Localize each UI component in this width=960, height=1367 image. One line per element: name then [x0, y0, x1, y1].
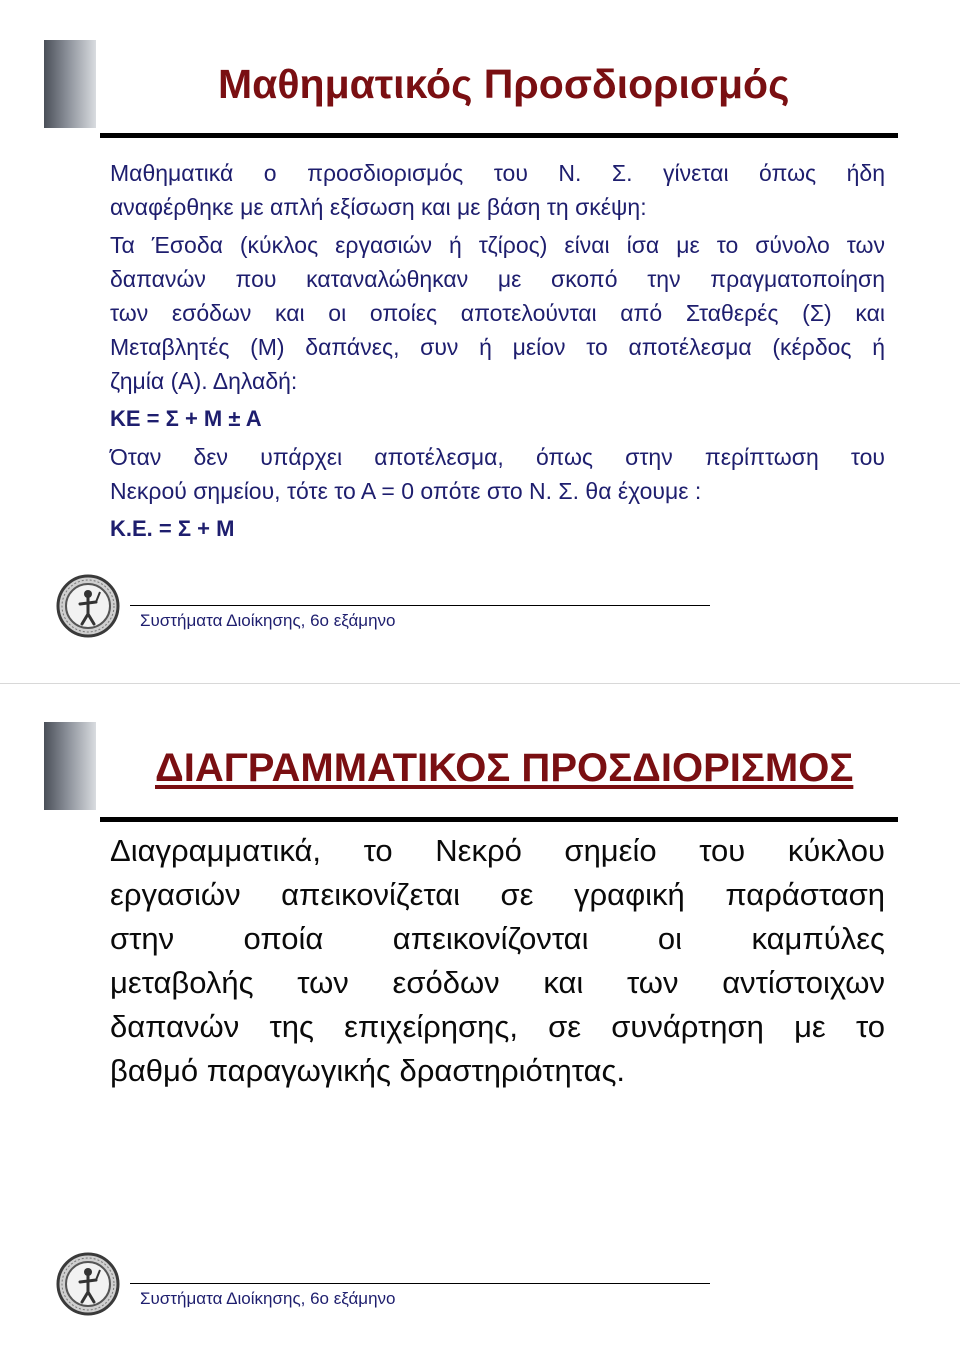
- body-line: δαπανών που καταναλώθηκαν με σκοπό την πραγματοποίηση: [110, 266, 885, 292]
- university-seal-icon: [56, 1252, 120, 1316]
- title-underline: [100, 133, 898, 138]
- body-line: στην οποία απεικονίζονται οι καμπύλες: [110, 921, 885, 956]
- footer-course-label: Συστήματα Διοίκησης, 6ο εξάμηνο: [140, 611, 396, 630]
- slide-footer: [0, 572, 960, 652]
- body-line: Νεκρού σημείου, τότε το Α = 0 οπότε στο Ν. Σ. θα έχουμε :: [110, 478, 702, 504]
- body-line: Όταν δεν υπάρχει αποτέλεσμα, όπως στην περίπτωση του: [110, 444, 885, 470]
- body-line: εργασιών απεικονίζεται σε γραφική παράσταση: [110, 877, 885, 912]
- body-line: Μεταβλητές (Μ) δαπάνες, συν ή μείον το αποτέλεσμα (κέρδος ή: [110, 334, 885, 360]
- footer-course-label: Συστήματα Διοίκησης, 6ο εξάμηνο: [140, 1289, 396, 1308]
- footer-rule: [130, 1283, 710, 1284]
- body-line: των εσόδων και οι οποίες αποτελούνται από Σταθερές (Σ) και: [110, 300, 885, 326]
- slide-body: [110, 829, 885, 1093]
- formula-revenue: ΚΕ = Σ + Μ ± Α: [110, 406, 262, 431]
- title-accent-block: [44, 40, 96, 128]
- footer-rule: [130, 605, 710, 606]
- body-line: Τα Έσοδα (κύκλος εργασιών ή τζίρος) είναι ίσα με το σύνολο των: [110, 232, 885, 258]
- slide-title: ΔΙΑΓΡΑΜΜΑΤΙΚΟΣ ΠΡΟΣΔΙΟΡΙΣΜΟΣ: [155, 746, 854, 790]
- slide-footer: [0, 1250, 960, 1330]
- body-line: βαθμό παραγωγικής δραστηριότητας.: [110, 1053, 626, 1088]
- slide-1: [0, 0, 960, 683]
- formula-break-even: Κ.Ε. = Σ + Μ: [110, 516, 235, 541]
- slide-title: Μαθηματικός Προσδιορισμός: [218, 61, 790, 107]
- title-underline: [100, 817, 898, 822]
- body-line: αναφέρθηκε με απλή εξίσωση και με βάση τη σκέψη:: [110, 194, 647, 220]
- slide-body: [110, 156, 885, 546]
- body-line: Μαθηματικά ο προσδιορισμός του Ν. Σ. γίνεται όπως ήδη: [110, 160, 885, 186]
- title-accent-block: [44, 722, 96, 810]
- body-line: Διαγραμματικά, το Νεκρό σημείο του κύκλου: [110, 833, 885, 868]
- body-line: δαπανών της επιχείρησης, σε συνάρτηση με το: [110, 1009, 885, 1044]
- body-line: ζημία (Α). Δηλαδή:: [110, 368, 298, 394]
- slide-2: [0, 684, 960, 1367]
- university-seal-icon: [56, 574, 120, 638]
- body-line: μεταβολής των εσόδων και των αντίστοιχων: [110, 965, 885, 1000]
